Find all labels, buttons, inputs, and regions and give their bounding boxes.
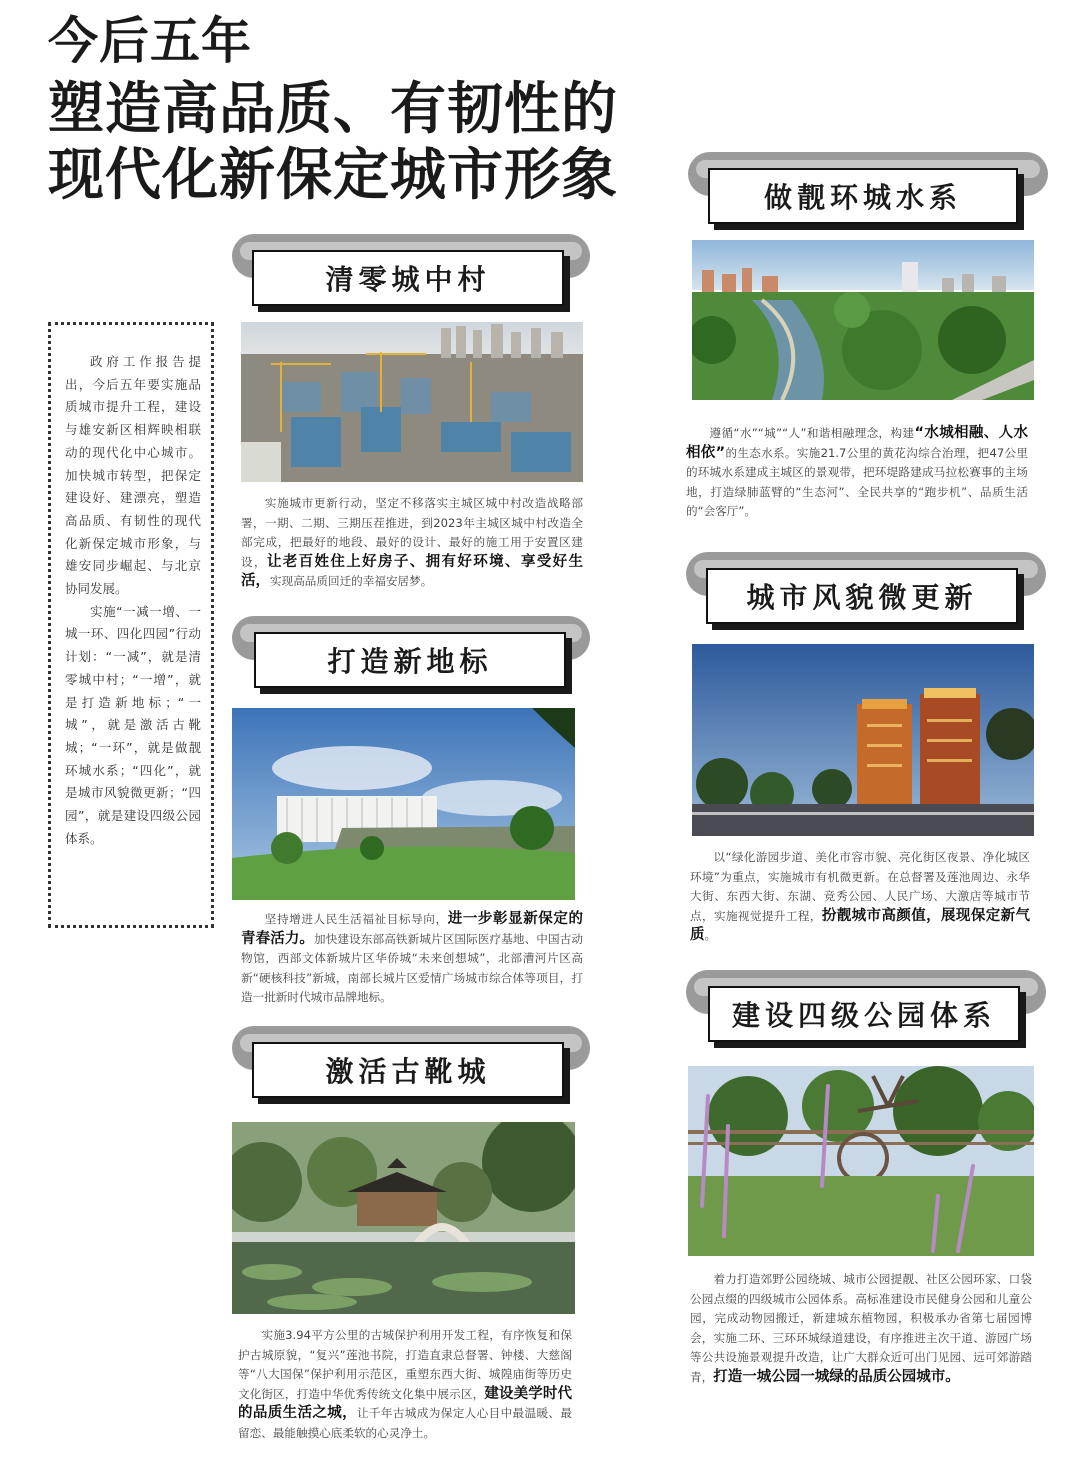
section-title: 城市风貌微更新 [746,581,978,614]
page-headline [48,12,648,214]
section-title: 清零城中村 [325,263,491,296]
section-banner-park-system [686,970,1046,1050]
headline-line-2: 塑造高品质、有韧性的 [48,77,618,142]
ancient-pavilion-photo [232,1122,575,1314]
intro-paragraph-1: 政府工作报告提出，今后五年要实施品质城市提升工程，建设与雄安新区相辉映相联动的现代化中心城市。加快城市转型，把保定建设好、建漂亮，塑造高品质、有韧性的现代化新保定城市形象，与雄安同步崛起、与北京协同发展。 [65,354,201,597]
section-title: 建设四级公园体系 [731,999,996,1032]
park-flowers-photo [688,1066,1034,1256]
section-text-urban-village: 实施城市更新行动，坚定不移落实主城区城中村改造战略部署，一期、二期、三期压茬推进，到2023年主城区城中村改造全部完成，把最好的地段、最好的设计、最好的施工用于安置区建设，让老百姓住上好房子、拥有好环境、享受好生活，实现高品质回迁的幸福安居梦。 [241,496,583,590]
landmark-building-photo [232,708,575,900]
section-text-ancient-city: 实施3.94平方公里的古城保护利用开发工程，有序恢复和保护古城原貌，“复兴”莲池书院，打造直隶总督署、钟楼、大慈阁等“八大国保”保护利用示范区，重塑东西大街、城隍庙街等历史文化街区，打造中华优秀传统文化集中展示区，建设美学时代的品质生活之城，让千年古城成为保定人心目中最温暖、最留恋、最能触摸心底柔软的心灵净土。 [238,1328,572,1440]
section-text-urban-renewal: 以“绿化游园步道、美化市容市貌、亮化街区夜景、净化城区环境”为重点，实施城市有机微更新。在总督署及莲池周边、永华大街、东西大街、东湖、竞秀公园、人民广场、大激店等城市节点，实施视觉提升工程，扮靓城市高颜值，展现保定新气质。 [690,850,1030,944]
city-night-photo [692,644,1034,836]
construction-site-photo [241,322,583,482]
headline-line-3: 现代化新保定城市形象 [48,143,618,208]
section-title: 做靓环城水系 [763,181,962,214]
section-banner-ancient-city [232,1026,590,1106]
intro-sidebar [48,322,214,928]
section-banner-new-landmark [232,616,590,696]
section-banner-water-system [688,152,1048,232]
river-aerial-photo [692,240,1034,400]
section-text-park-system: 着力打造郊野公园绕城、城市公园提靓、社区公园环家、口袋公园点缀的四级城市公园体系。高标准建设市民健身公园和儿童公园，完成动物园搬迁，新建城东植物园，积极承办省第七届园博会，实施二环、三环环城绿道建设，有序推进主次干道、游园广场等公共设施景观提升改造，让广大群众近可出门见园、远可郊游踏青，打造一城公园一城绿的品质公园城市。 [690,1272,1032,1385]
intro-paragraph-2: 实施“一减一增、一城一环、四化四园”行动计划：“一减”，就是清零城中村；“一增”，就是打造新地标；“一城”，就是激活古靴城；“一环”，就是做靓环城水系；“四化”，就是城市风貌微更新；“四园”，就是建设四级公园体系。 [65,603,201,846]
section-text-water-system: 遵循“水”“城”“人”和谐相融理念，构建“水城相融、人水相依”的生态水系。实施21.7公里的黄花沟综合治理，把47公里的环城水系建成主城区的景观带，把环堤路建成马拉松赛事的主场地，打造绿肺蓝臂的“生态河”、全民共享的“跑步机”、品质生活的“会客厅”。 [686,425,1029,519]
section-title: 打造新地标 [327,645,493,678]
section-banner-urban-village [232,234,590,314]
section-text-new-landmark: 坚持增进人民生活福祉目标导向，进一步彰显新保定的青春活力。加快建设东部高铁新城片区国际医疗基地、中国古动物馆，西部文体新城片区华侨城“未来创想城”，北部漕河片区高新“硬核科技”新城，南部长城片区爱情广场城市综合体等项目，打造一批新时代城市品牌地标。 [241,911,583,1005]
section-title: 激活古靴城 [325,1055,491,1088]
headline-line-1: 今后五年 [48,12,252,70]
section-banner-urban-renewal [686,552,1046,632]
